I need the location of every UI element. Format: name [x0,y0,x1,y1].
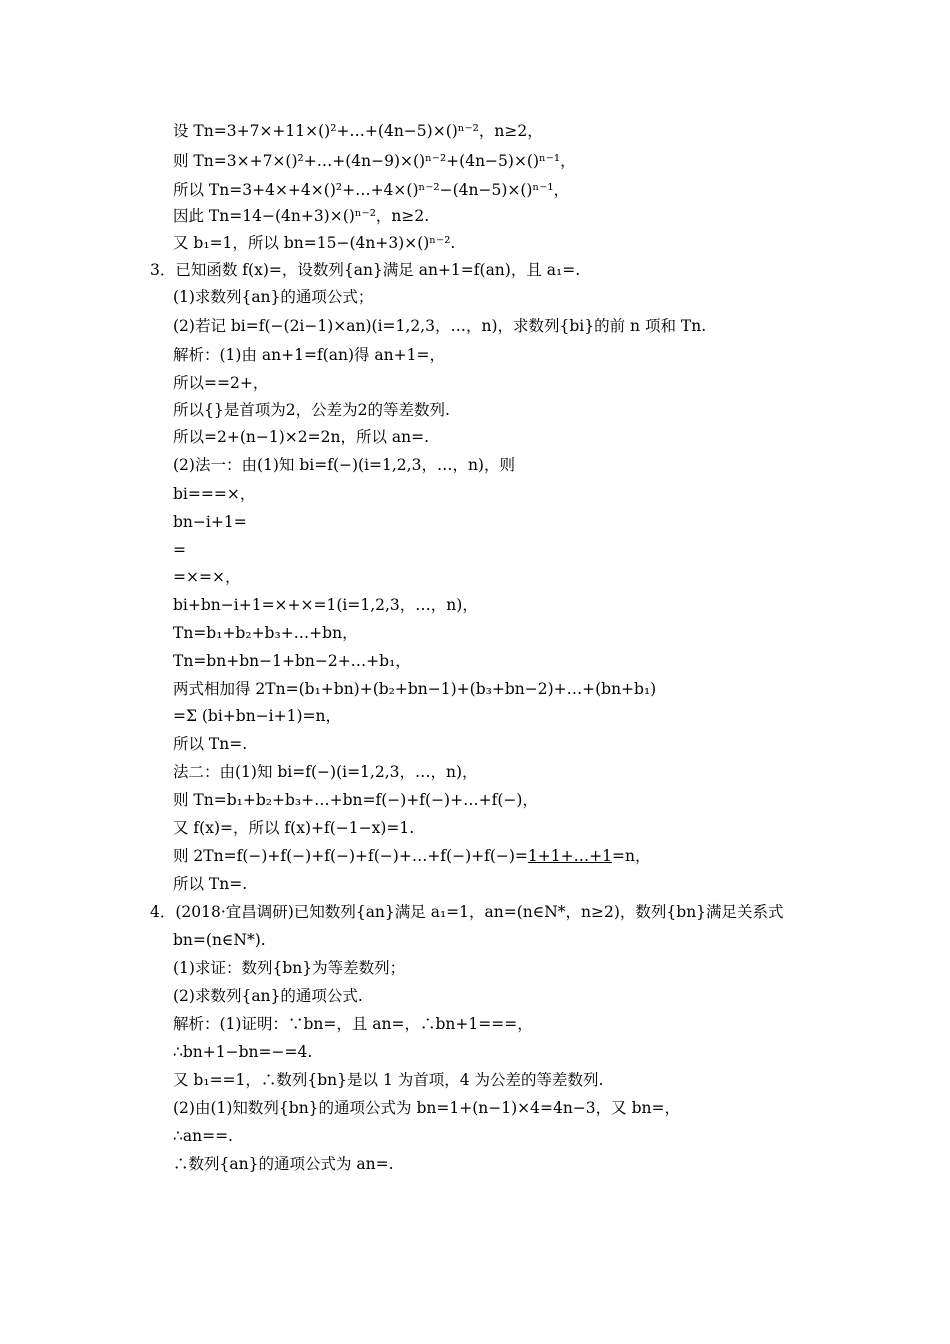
text-line: (1)求数列{an}的通项公式； [173,288,374,306]
text-line: 法二：由(1)知 bi=f(−)(i=1,2,3，…，n)， [173,763,478,781]
text-line: 所以 Tn=. [173,735,248,753]
text-line: =Σ (bi+bn−i+1)=n， [173,707,342,725]
text-line: 则 Tn=3×+7×()²+…+(4n−9)×()ⁿ⁻²+(4n−5)×()ⁿ⁻¹， [173,152,576,170]
text-line: Tn=bn+bn−1+bn−2+…+b₁， [173,652,411,670]
text-line: 因此 Tn=14−(4n+3)×()ⁿ⁻²，n≥2. [173,207,430,225]
text-line: (2)由(1)知数列{bn}的通项公式为 bn=1+(n−1)×4=4n−3，又 bn=， [173,1099,680,1117]
underlined-sum: 1+1+…+1 [527,847,612,865]
text-line: 解析：(1)由 an+1=f(an)得 an+1=， [173,346,445,364]
text-line: (2)法一：由(1)知 bi=f(−)(i=1,2,3，…，n)，则 [173,456,515,474]
problem-3-heading: 3．已知函数 f(x)=，设数列{an}满足 an+1=f(an)，且 a₁=. [150,261,581,279]
text-line: bi===×， [173,485,256,503]
text-line: = [173,541,186,559]
text-line: 两式相加得 2Tn=(b₁+bn)+(b₂+bn−1)+(b₃+bn−2)+…+(bn+b₁) [173,680,657,698]
text-segment: =n， [611,847,651,865]
text-line [173,846,650,866]
text-line: ∴数列{an}的通项公式为 an=. [173,1155,394,1173]
text-line: 又 b₁=1，所以 bn=15−(4n+3)×()ⁿ⁻². [173,234,456,252]
text-line: bn−i+1= [173,513,247,531]
text-line: 所以 Tn=. [173,875,248,893]
text-line: =×=×， [173,568,241,586]
text-line: (2)求数列{an}的通项公式. [173,987,363,1005]
text-line: bn=(n∈N*). [173,931,266,949]
text-line: 又 f(x)=，所以 f(x)+f(−1−x)=1. [173,819,415,837]
text-line: 设 Tn=3+7×+11×()²+…+(4n−5)×()ⁿ⁻²，n≥2， [173,122,543,140]
text-line: 则 Tn=b₁+b₂+b₃+…+bn=f(−)+f(−)+…+f(−)， [173,791,538,809]
text-line: 所以==2+， [173,374,269,392]
text-line: 又 b₁==1，∴数列{bn}是以 1 为首项，4 为公差的等差数列. [173,1071,604,1089]
text-segment: 则 2Tn=f(−)+f(−)+f(−)+f(−)+…+f(−)+f(−)= [173,847,528,865]
text-line: 所以 Tn=3+4×+4×()²+…+4×()ⁿ⁻²−(4n−5)×()ⁿ⁻¹， [173,181,570,199]
text-line: Tn=b₁+b₂+b₃+…+bn， [173,624,358,642]
text-line: (2)若记 bi=f(−(2i−1)×an)(i=1,2,3，…，n)，求数列{bi}的前 n 项和 Tn. [173,317,707,335]
text-line: ∴an==. [173,1127,233,1145]
text-line: 所以=2+(n−1)×2=2n，所以 an=. [173,428,430,446]
text-line: 所以{}是首项为2，公差为2的等差数列. [173,401,450,419]
text-line: 解析：(1)证明：∵bn=，且 an=，∴bn+1===， [173,1015,533,1033]
text-line: ∴bn+1−bn=−=4. [173,1043,313,1061]
problem-4-heading: 4．(2018·宜昌调研)已知数列{an}满足 a₁=1，an=(n∈N*，n≥2)，数列{bn}满足关系式 [150,903,784,921]
text-line: (1)求证：数列{bn}为等差数列； [173,959,406,977]
text-line: bi+bn−i+1=×+×=1(i=1,2,3，…，n)， [173,596,478,614]
